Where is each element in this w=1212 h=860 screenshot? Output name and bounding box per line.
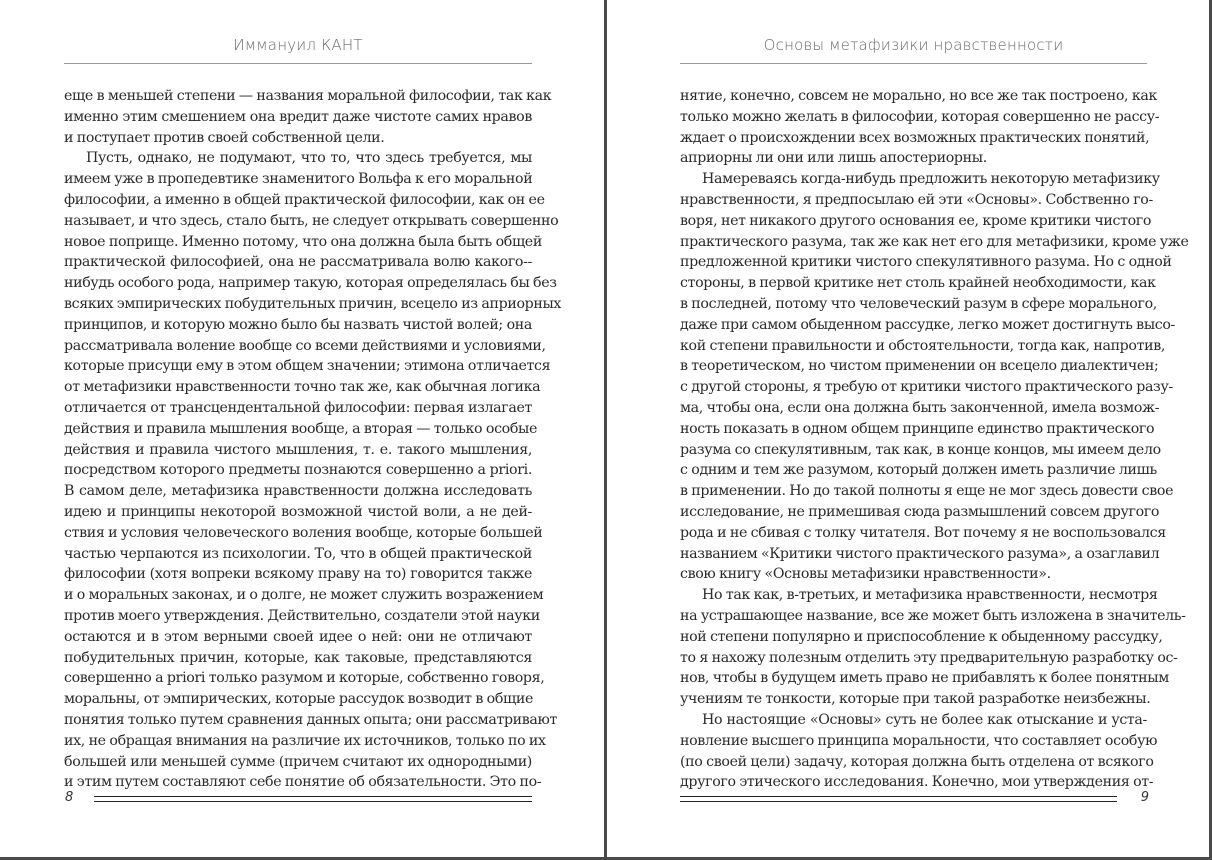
text-line: принципов, и которую можно было бы назвать чистой волей; она (64, 316, 532, 333)
text-line: именно этим смешением она вредит даже чистоте самих нравов (64, 108, 532, 125)
text-line: нятие, конечно, совсем не морально, но все же так построено, как (680, 88, 1157, 104)
page-number: 8 (65, 790, 74, 805)
text-line: даже при самом обыденном рассудке, легко может достигнуть высо- (680, 316, 1175, 333)
text-line: и поступает против своей собственной цели. (64, 129, 385, 146)
text-line: действия и правила чистого мышления, т. е. такого мышления, (64, 441, 532, 458)
text-line: практической философией, она не рассматривала волю какого-- (64, 254, 532, 271)
text-line: Намереваясь когда-нибудь предложить некоторую метафизику (702, 171, 1160, 188)
text-line: кой степени правильности и обстоятельности, тогда как, напротив, (680, 337, 1165, 354)
right-page-body (680, 86, 1189, 793)
text-line: отличается от трансцендентальной философии: первая излагает (64, 399, 532, 416)
text-line: посредством которого предметы познаются совершенно a priori. (64, 462, 532, 479)
text-line: философии, а именно в общей практической философии, как он ее (64, 191, 545, 208)
left-page-body (64, 86, 562, 793)
text-line: от метафизики нравственности точно так же, как обычная логика (64, 379, 541, 396)
text-line: Пусть, однако, не подумают, что то, что здесь требуется, мы (86, 150, 532, 167)
text-line: с одним и тем же разумом, который должен иметь различие лишь (680, 462, 1157, 479)
page-number: 9 (1140, 790, 1149, 805)
text-line: воря, нет никакого другого основания ее, кроме критики чистого (680, 212, 1152, 229)
text-line: ствия и условия человеческого воления вообще, которые большей (64, 524, 543, 541)
text-line: большей или меньшей сумме (причем считают их однородными) (64, 753, 532, 770)
text-line: то я нахожу полезным отделить эту предварительную разработку ос- (680, 649, 1178, 666)
text-line: и о моральных законах, и о долге, не может служить возражением (64, 587, 544, 604)
text-line: действия и правила мышления вообще, а вторая — только особые (64, 420, 538, 437)
text-line: названием «Критики чистого практического разума», а озаглавил (680, 545, 1160, 562)
text-line: с другой стороны, я требую от критики чистого практического разу- (680, 379, 1173, 396)
text-line: Но так как, в-третьих, и метафизика нравственности, несмотря (702, 587, 1158, 604)
text-line: новление высшего принципа моральности, что составляет особую (680, 732, 1158, 749)
text-line: свою книгу «Основы метафизики нравственности». (680, 566, 1051, 583)
text-line: нравственности, я предпосылаю ей эти «Основы». Собственно го- (680, 191, 1153, 208)
text-line: (по своей цели) задачу, которая должна быть отделена от всякого (680, 753, 1154, 770)
text-line: другого этического исследования. Конечно, мои утверждения от- (680, 774, 1154, 791)
text-line: частью черпаются из психологии. То, что в общей практической (64, 545, 532, 562)
text-line: практического разума, так же как нет его для метафизики, кроме уже (680, 233, 1189, 250)
text-line: ность показать в одном общем принципе единство практического (680, 420, 1155, 437)
header-rule (64, 63, 532, 64)
text-line: предложенной критики чистого спекулятивного разума. Но с одной (680, 254, 1172, 271)
text-line: совершенно a priori только разумом и которые, собственно говоря, (64, 670, 545, 687)
text-line: в теоретическом, но чистом применении он всецело диалектичен; (680, 358, 1159, 375)
text-line: идею и принципы некоторой возможной чистой воли, а не дей- (64, 503, 532, 520)
text-line: В самом деле, метафизика нравственности должна исследовать (64, 483, 532, 500)
text-line: Но настоящие «Основы» суть не более как отыскание и уста- (702, 711, 1147, 728)
running-head-title: Основы метафизики нравственности (763, 36, 1064, 54)
text-line: исследование, не примешивая сюда размышлений совсем другого (680, 503, 1160, 520)
text-line: априорны ли они или лишь апостериорны. (680, 150, 987, 167)
text-line: понятия только путем сравнения данных опыта; они рассматривают (64, 711, 558, 728)
text-line: и этим путем составляют себе понятие об обязательности. Это по- (64, 774, 542, 791)
text-line: новое поприще. Именно потому, что она должна была быть общей (64, 233, 542, 250)
left-page-footer (64, 790, 532, 810)
left-page (64, 0, 562, 857)
spine-divider (604, 0, 607, 860)
text-line: их, не обращая внимания на различие их источников, только по их (64, 732, 546, 749)
footer-double-rule (680, 796, 1117, 802)
text-line: которые присущи ему в этом общем значении; этимона отличается (64, 358, 551, 375)
text-line: еще в меньшей степени — названия моральной философии, так как (64, 88, 552, 104)
text-line: разума со спекулятивным, так как, в конце концов, мы имеем дело (680, 441, 1161, 458)
right-page-footer (680, 790, 1147, 810)
text-line: учениям те тонкости, которые при такой разработке неизбежны. (680, 691, 1151, 708)
text-line: в последней, потому что человеческий разум в сфере морального, (680, 295, 1157, 312)
text-line: стороны, в первой критике нет столь крайней необходимости, как (680, 275, 1156, 292)
text-line: ной степени популярно и приспособление к обыденному рассудку, (680, 628, 1163, 645)
text-line: философии (хотя вопреки всякому праву на то) говорится также (64, 566, 532, 583)
text-line: только можно желать в философии, которая совершенно не рассу- (680, 108, 1160, 125)
right-page (680, 0, 1189, 857)
footer-double-rule (94, 796, 532, 802)
text-line: побудительных причин, которые, как таковые, представляются (64, 649, 532, 666)
text-line: имеем уже в пропедевтике знаменитого Вольфа к его моральной (64, 171, 533, 188)
text-line: всяких эмпирических побудительных причин, всецело из априорных (64, 295, 562, 312)
text-line: ждает о происхождении всех возможных практических понятий, (680, 129, 1150, 146)
text-line: нибудь особого рода, например такую, которая определялась бы без (64, 275, 557, 292)
header-rule (680, 63, 1147, 64)
text-line: ма, чтобы она, если она должна быть законченной, имела возмож- (680, 399, 1160, 416)
text-line: называет, и что здесь, стало быть, не следует открывать совершенно (64, 212, 559, 229)
text-line: моральны, от эмпирических, которые рассудок возводит в общие (64, 691, 534, 708)
text-line: рода и не сбивая с толку читателя. Вот почему я не воспользовался (680, 524, 1166, 541)
text-line: в применении. Но до такой полноты я еще не мог здесь довести свое (680, 483, 1174, 500)
text-line: на устрашающее название, все же может быть изложена в значитель- (680, 607, 1186, 624)
text-line: нов, чтобы в будущем иметь право не прибавлять к более понятным (680, 670, 1169, 687)
text-line: рассматривала воление вообще со всеми действиями и условиями, (64, 337, 546, 354)
text-line: остаются и в этом верными своей идее о ней: они не отличают (64, 628, 532, 645)
running-head-author: Иммануил КАНТ (233, 36, 363, 54)
text-line: против моего утверждения. Действительно, создатели этой науки (64, 607, 540, 624)
